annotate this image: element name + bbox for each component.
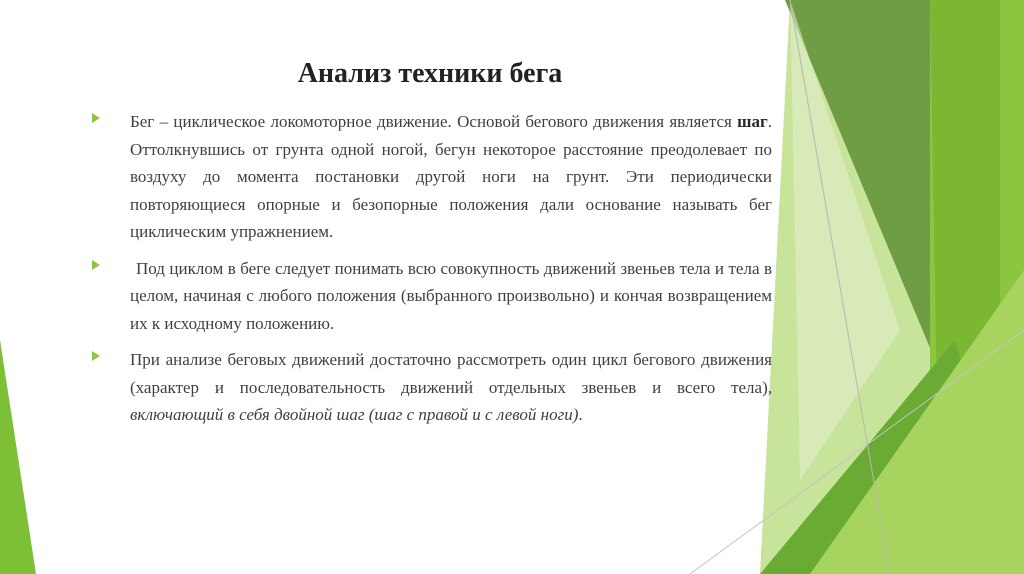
slide-content [92, 108, 772, 438]
bullet-arrow-icon [92, 113, 100, 123]
bullet-item-2 [92, 255, 772, 338]
bullet-arrow-icon [92, 351, 100, 361]
bold-term: шаг [737, 112, 768, 131]
bullet-item-3 [92, 346, 772, 429]
bullet-text-1: Бег – циклическое локомоторное движение. Основой бегового движения является шаг. Оттолкнувшись от грунта одной ногой, бегун некоторое расстояние преодолевает по воздуху до момента постановки другой ноги на грунт. Эти периодически повторяющиеся опорные и безопорные положения дали основание называть бег циклическим упражнением. [130, 112, 772, 241]
italic-phrase: включающий в себя двойной шаг (шаг с правой и с левой ноги) [130, 405, 579, 424]
bullet-text-2: Под циклом в беге следует понимать всю совокупность движений звеньев тела и тела в целом, начиная с любого положения (выбранного произвольно) и кончая возвращением их к исходному положению. [130, 258, 772, 333]
bullet-arrow-icon [92, 260, 100, 270]
slide-title: Анализ техники бега [297, 58, 563, 89]
bullet-text-3: При анализе беговых движений достаточно рассмотреть один цикл бегового движения (характер и последовательность движений отдельных звеньев и всего тела), включающий в себя двойной шаг (шаг с правой и с левой ноги). [130, 350, 772, 424]
bullet-item-1 [92, 108, 772, 246]
left-green-sliver [0, 340, 36, 574]
